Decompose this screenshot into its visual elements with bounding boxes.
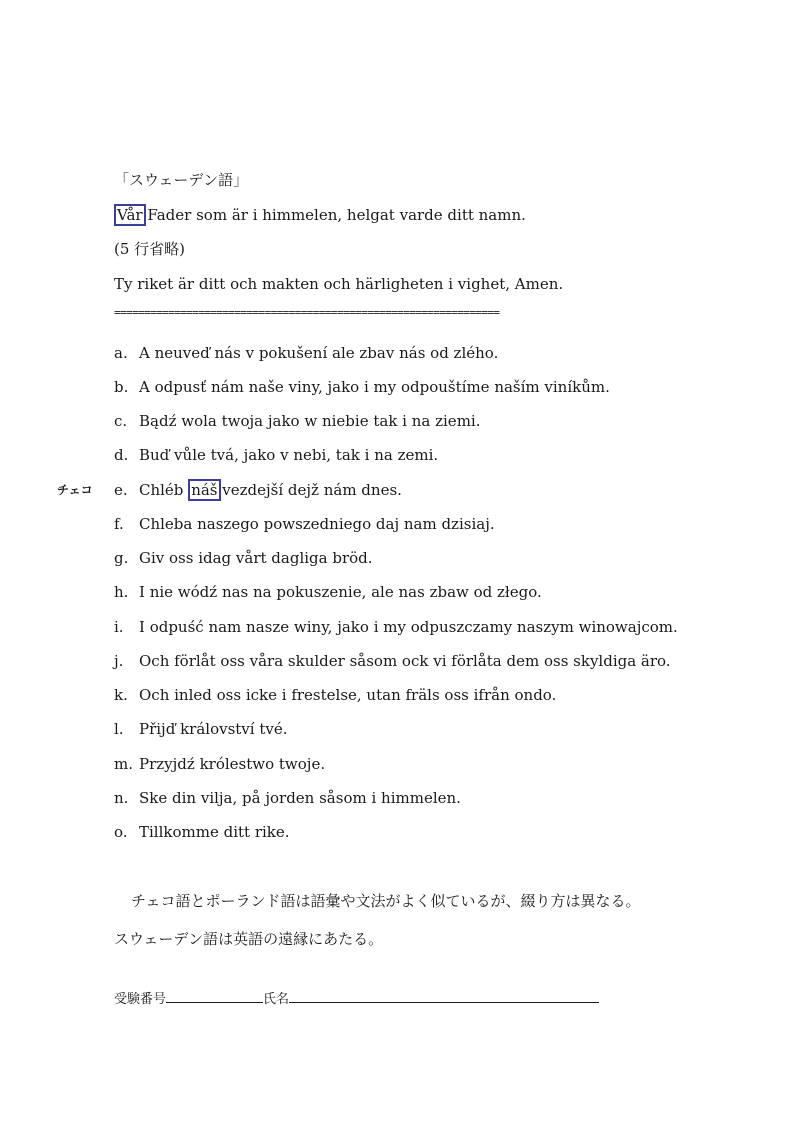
highlighted-word-var: Vår [114, 204, 146, 226]
list-item [114, 582, 542, 602]
item-letter: e. [114, 481, 128, 499]
list-item [114, 411, 480, 431]
swedish-line-1 [114, 205, 526, 225]
item-text: Přijď království tvé. [139, 720, 288, 738]
item-text: Tillkomme ditt rike. [139, 823, 290, 841]
name-field[interactable] [289, 986, 599, 1003]
list-item [114, 480, 402, 500]
item-text-before: Chléb [139, 481, 189, 499]
exam-number-label: 受験番号 [114, 992, 167, 1007]
list-item [114, 343, 498, 363]
note-line-2: スウェーデン語は英語の遠縁にあたる。 [114, 930, 384, 948]
item-text: A odpusť nám naše viny, jako i my odpouštíme naším viníkům. [139, 378, 610, 396]
list-item [114, 548, 373, 568]
footer-fields [114, 986, 599, 1010]
item-letter: h. [114, 583, 129, 601]
list-item [114, 754, 325, 774]
swedish-line-1-rest: Fader som är i himmelen, helgat varde ditt namn. [142, 206, 526, 224]
item-letter: o. [114, 823, 128, 841]
item-text: Przyjdź królestwo twoje. [139, 755, 326, 773]
item-text: I odpuść nam nasze winy, jako i my odpuszczamy naszym winowajcom. [139, 618, 678, 636]
item-letter: n. [114, 789, 129, 807]
list-item [114, 514, 495, 534]
item-text: A neuveď nás v pokušení ale zbav nás od zlého. [139, 344, 499, 362]
item-text: Buď vůle tvá, jako v nebi, tak i na zemi. [139, 446, 439, 464]
name-label: 氏名 [263, 992, 290, 1007]
list-item [114, 445, 438, 465]
item-letter: d. [114, 446, 129, 464]
item-letter: g. [114, 549, 129, 567]
item-letter: b. [114, 378, 129, 396]
item-text-after: vezdejší dejž nám dnes. [217, 481, 402, 499]
item-text: Ske din vilja, på jorden såsom i himmelen. [139, 789, 461, 807]
item-text: I nie wódź nas na pokuszenie, ale nas zbaw od złego. [139, 583, 542, 601]
item-letter: m. [114, 755, 133, 773]
item-text: Giv oss idag vårt dagliga bröd. [139, 549, 373, 567]
item-letter: f. [114, 515, 124, 533]
exam-number-field[interactable] [166, 986, 263, 1003]
item-letter: a. [114, 344, 128, 362]
side-label-czech: チェコ [57, 483, 93, 497]
item-letter: k. [114, 686, 128, 704]
swedish-last-line: Ty riket är ditt och makten och härligheten i vighet, Amen. [114, 275, 564, 293]
list-item [114, 651, 671, 671]
item-text: Och inled oss icke i frestelse, utan fräls oss ifrån ondo. [139, 686, 557, 704]
note-line-1: チェコ語とポーランド語は語彙や文法がよく似ているが、綴り方は異なる。 [131, 892, 641, 910]
omitted-note: (5 行省略) [114, 240, 186, 258]
list-item [114, 822, 290, 842]
item-text: Och förlåt oss våra skulder såsom ock vi förlåta dem oss skyldiga äro. [139, 652, 671, 670]
list-item [114, 719, 288, 739]
item-text: Chleba naszego powszedniego daj nam dzisiaj. [139, 515, 495, 533]
list-item [114, 617, 678, 637]
list-item [114, 685, 556, 705]
item-letter: c. [114, 412, 128, 430]
list-item [114, 377, 610, 397]
item-letter: i. [114, 618, 124, 636]
item-text: Bądź wola twoja jako w niebie tak i na ziemi. [139, 412, 481, 430]
heading-swedish: 「スウェーデン語」 [114, 171, 249, 189]
highlighted-word-nas: náš [188, 479, 220, 501]
item-letter: l. [114, 720, 124, 738]
list-item [114, 788, 461, 808]
item-letter: j. [114, 652, 124, 670]
separator-line: ================================================================ [114, 306, 500, 319]
